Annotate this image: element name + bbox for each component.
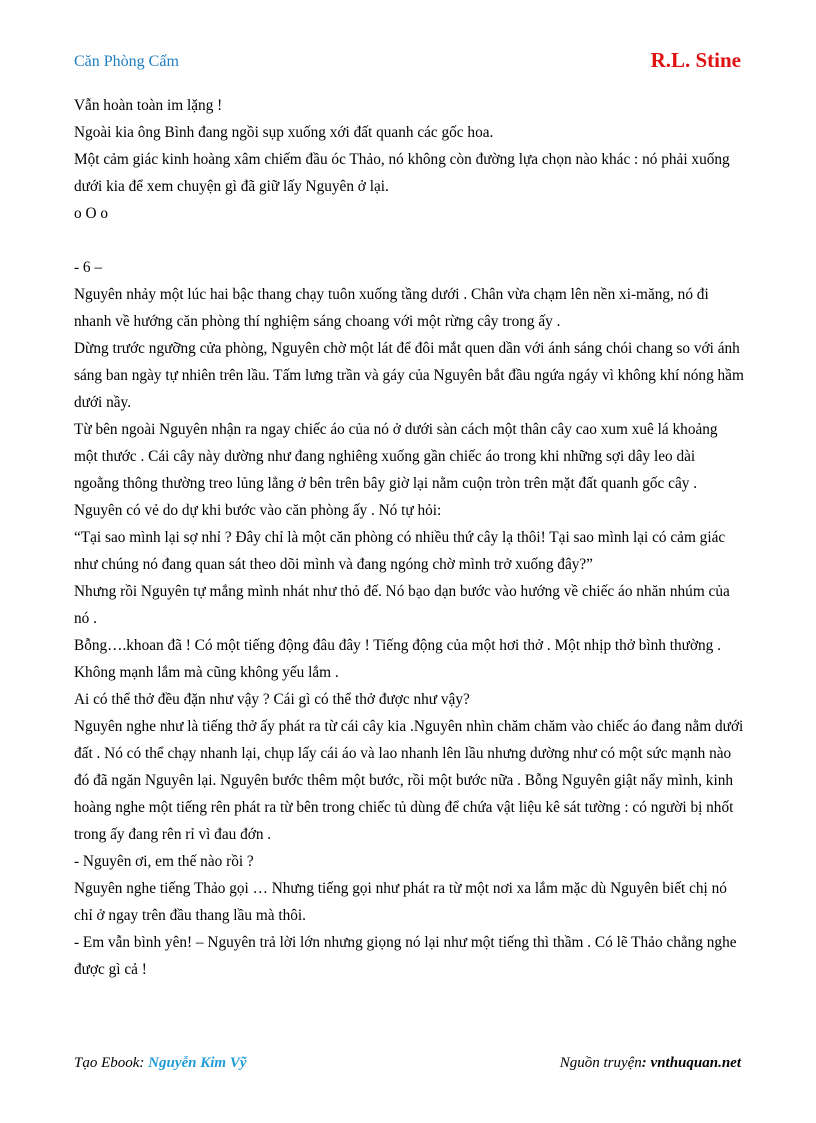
paragraph: Nguyên có vẻ do dự khi bước vào căn phòng ấy . Nó tự hỏi:	[74, 502, 442, 519]
paragraph: Từ bên ngoài Nguyên nhận ra ngay chiếc áo của nó ở dưới sàn cách một thân cây cao xum xuê lá khoảng một thước . Cái cây này dường như đang nghiêng xuống gần chiếc áo trong khi những sợi dây leo dài ngoằng thông thường treo lủng lẳng ở bên trên bây giờ lại nằm cuộn tròn trên mặt đất quanh gốc cây .	[74, 421, 718, 492]
blank-line	[74, 227, 744, 254]
source-credit	[560, 1055, 741, 1072]
page-footer	[74, 1055, 741, 1077]
paragraph: - Em vẫn bình yên! – Nguyên trả lời lớn nhưng giọng nó lại như một tiếng thì thầm . Có lẽ Thảo chẳng nghe được gì cả !	[74, 934, 737, 978]
paragraph: Ngoài kia ông Bình đang ngồi sụp xuống xới đất quanh các gốc hoa.	[74, 124, 494, 141]
paragraph: Dừng trước ngưỡng cửa phòng, Nguyên chờ một lát để đôi mắt quen dần với ánh sáng chói chang so với ánh sáng ban ngày tự nhiên trên lầu. Tấm lưng trần và gáy của Nguyên bắt đầu ngứa ngáy vì không khí nóng hầm dưới nầy.	[74, 340, 744, 411]
paragraph: Vẫn hoàn toàn im lặng !	[74, 97, 223, 114]
paragraph: “Tại sao mình lại sợ nhỉ ? Đây chỉ là một căn phòng có nhiều thứ cây lạ thôi! Tại sao mình lại có cảm giác như chúng nó đang quan sát theo dõi mình và đang ngóng chờ mình trở xuống đây?”	[74, 529, 726, 573]
source-credit-label: Nguồn truyện	[559, 1055, 642, 1071]
source-site: vnthuquan.net	[650, 1055, 741, 1071]
book-author: R.L. Stine	[650, 48, 741, 72]
paragraph: Nguyên nghe như là tiếng thở ấy phát ra từ cái cây kia .Nguyên nhìn chăm chăm vào chiếc áo đang nằm dưới đất . Nó có thể chạy nhanh lại, chụp lấy cái áo và lao nhanh lên lầu nhưng dường như có một sức mạnh nào đó đã ngăn Nguyên lại. Nguyên bước thêm một bước, rồi một bước nữa . Bỗng Nguyên giật nẩy mình, kinh hoàng nghe một tiếng rên phát ra từ bên trong chiếc tủ dùng để chứa vật liệu kê sát tường : có người bị nhốt trong ấy đang rên rỉ vì đau đớn .	[74, 718, 744, 843]
paragraph: Nguyên nghe tiếng Thảo gọi … Nhưng tiếng gọi như phát ra từ một nơi xa lắm mặc dù Nguyên biết chị nó chỉ ở ngay trên đầu thang lầu mà thôi.	[74, 880, 727, 924]
section-separator: o O o	[74, 205, 108, 222]
paragraph: Một cảm giác kinh hoàng xâm chiếm đầu óc Thảo, nó không còn đường lựa chọn nào khác : nó phải xuống dưới kia để xem chuyện gì đã giữ lấy Nguyên ở lại.	[74, 151, 730, 195]
source-credit-separator: :	[641, 1055, 651, 1071]
chapter-text	[74, 92, 744, 983]
book-title: Căn Phòng Cấm	[74, 53, 179, 70]
paragraph: Nguyên nhảy một lúc hai bậc thang chạy tuôn xuống tầng dưới . Chân vừa chạm lên nền xi-măng, nó đi nhanh về hướng căn phòng thí nghiệm sáng choang với một rừng cây trong ấy .	[74, 286, 709, 330]
page-header	[74, 48, 741, 76]
ebook-creator-name: Nguyễn Kim Vỹ	[148, 1055, 247, 1071]
chapter-number: - 6 –	[74, 259, 103, 276]
paragraph: Ai có thể thở đều đặn như vậy ? Cái gì có thể thở được như vậy?	[74, 691, 470, 708]
ebook-credit-label: Tạo Ebook	[74, 1055, 140, 1071]
paragraph: Nhưng rồi Nguyên tự mắng mình nhát như thỏ đế. Nó bạo dạn bước vào hướng về chiếc áo nhăn nhúm của nó .	[74, 583, 730, 627]
paragraph: - Nguyên ơi, em thế nào rồi ?	[74, 853, 254, 870]
ebook-credit	[74, 1055, 247, 1072]
paragraph: Bỗng….khoan đã ! Có một tiếng động đâu đây ! Tiếng động của một hơi thở . Một nhịp thở bình thường . Không mạnh lắm mà cũng không yếu lắm .	[74, 637, 721, 681]
ebook-credit-separator: :	[139, 1055, 149, 1071]
